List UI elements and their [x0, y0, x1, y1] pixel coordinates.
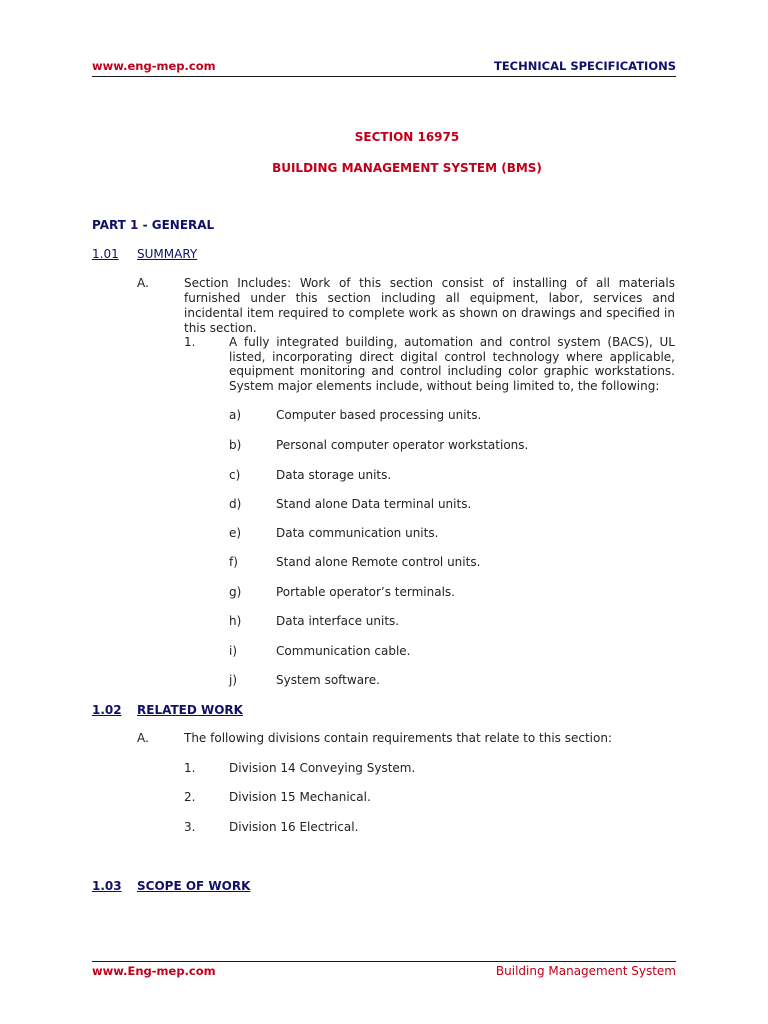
subitem-text: Portable operator’s terminals. — [276, 585, 455, 599]
paragraph-a-text: The following divisions contain requirements that relate to this section: — [184, 731, 613, 745]
article-1-01-label: SUMMARY — [137, 247, 198, 261]
article-1-02-label: RELATED WORK — [137, 703, 243, 717]
footer-doc-title: Building Management System — [495, 964, 676, 978]
header-website: www.eng-mep.com — [92, 59, 216, 73]
article-1-03-number: 1.03 — [92, 879, 122, 893]
subitem-text: Data storage units. — [276, 468, 392, 482]
subitem-text: Data interface units. — [276, 614, 400, 628]
article-1-01-number: 1.01 — [92, 247, 119, 261]
article-1-02-number: 1.02 — [92, 703, 122, 717]
part-heading: PART 1 - GENERAL — [92, 218, 215, 232]
subitem-letter: b) — [229, 438, 242, 452]
subitem-letter: f) — [229, 555, 238, 569]
division-item-text: Division 16 Electrical. — [229, 820, 359, 834]
subitem-text: Personal computer operator workstations. — [276, 438, 529, 452]
division-item-number: 1. — [184, 761, 196, 775]
division-item-text: Division 14 Conveying System. — [229, 761, 416, 775]
subitem-letter: e) — [229, 526, 242, 540]
page-header — [92, 59, 676, 77]
subitem-text: Communication cable. — [276, 644, 411, 658]
division-item-number: 3. — [184, 820, 196, 834]
item-1-number: 1. — [184, 335, 196, 349]
division-item-text: Division 15 Mechanical. — [229, 790, 371, 804]
subitem-text: Data communication units. — [276, 526, 439, 540]
subitem-letter: h) — [229, 614, 242, 628]
paragraph-a-letter: A. — [137, 276, 149, 290]
subitem-letter: d) — [229, 497, 242, 511]
subitem-letter: a) — [229, 408, 242, 422]
paragraph-a-text: Section Includes: Work of this section consist of installing of all materials furnished under this section including all equipment, labor, services and incidental item required to complete work as shown on drawings and specified in this section. — [184, 276, 675, 335]
subitem-letter: g) — [229, 585, 242, 599]
subitem-letter: i) — [229, 644, 238, 658]
subitem-text: Stand alone Remote control units. — [276, 555, 481, 569]
item-1-text: A fully integrated building, automation and control system (BACS), UL listed, incorporating direct digital control technology where applicable, equipment monitoring and control including color graphic workstations. System major elements include, without being limited to, the following: — [229, 335, 675, 394]
subitem-letter: c) — [229, 468, 241, 482]
header-doc-type: TECHNICAL SPECIFICATIONS — [493, 59, 676, 73]
division-item-number: 2. — [184, 790, 196, 804]
article-1-03-label: SCOPE OF WORK — [137, 879, 251, 893]
page-footer — [92, 961, 676, 980]
subitem-letter: j) — [229, 673, 238, 687]
subitem-text: Stand alone Data terminal units. — [276, 497, 472, 511]
footer-website: www.Eng-mep.com — [92, 964, 216, 978]
subitem-text: System software. — [276, 673, 380, 687]
subitem-text: Computer based processing units. — [276, 408, 482, 422]
paragraph-a-letter: A. — [137, 731, 149, 745]
section-number: SECTION 16975 — [354, 130, 460, 144]
section-title: BUILDING MANAGEMENT SYSTEM (BMS) — [272, 161, 542, 175]
